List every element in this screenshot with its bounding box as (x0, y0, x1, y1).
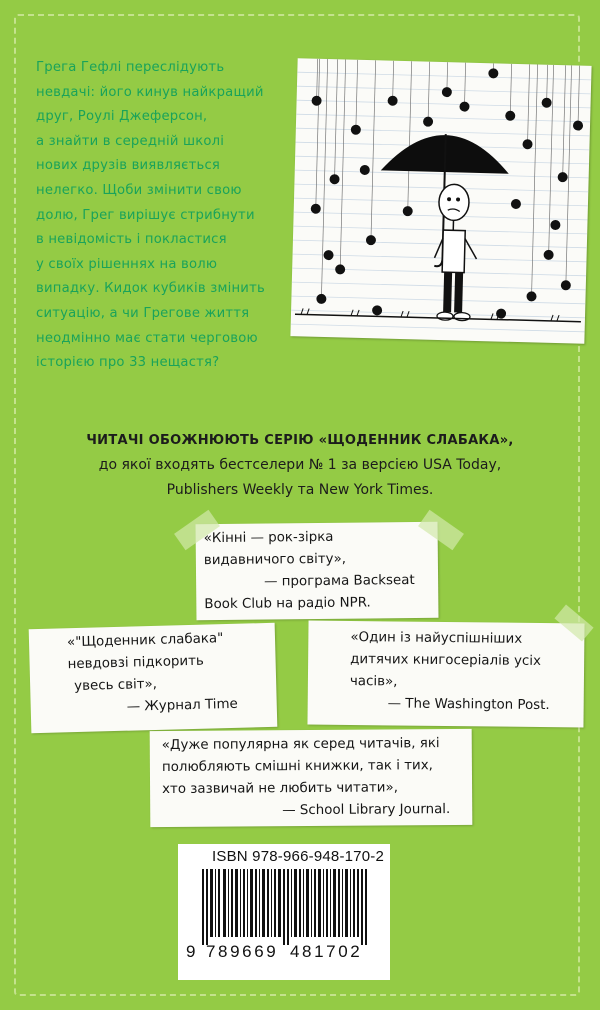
quote-line: дитячих книгосеріалів усіх (350, 651, 541, 669)
blurb-line: невдачі: його кинув найкращий (36, 84, 264, 100)
blurb-line: нових друзів виявляється (36, 158, 221, 174)
blurb-line: долю, Грег вирішує стрибнути (36, 207, 255, 223)
blurb-line: а знайти в середній школі (36, 133, 225, 149)
quote-line: хто зазвичай не любить читати», (162, 780, 398, 798)
barcode-right-group: 481702 (290, 942, 363, 961)
quote-line: Book Club на радіо NPR. (204, 595, 371, 613)
blurb-line: нелегко. Щоби змінити свою (36, 182, 242, 198)
barcode-bars (200, 869, 370, 945)
quote-line: полюбляють смішні книжки, так і тих, (161, 758, 433, 776)
quote-line: — Журнал Time (126, 696, 238, 715)
blurb-line: неодмінно має стати черговою (36, 330, 258, 346)
blurb-line: історією про 33 нещастя? (36, 355, 220, 371)
blurb-line: ситуацію, а чи Грегове життя (36, 305, 250, 321)
barcode-first-digit: 9 (186, 942, 199, 961)
blurb-line: друг, Роулі Джеферсон, (36, 109, 208, 125)
quote-line: увесь світ», (74, 676, 158, 695)
blurb-text (36, 56, 282, 376)
quote-line: невдовзі підкорить (67, 653, 205, 673)
quote-time (29, 623, 278, 733)
blurb-line: випадку. Кидок кубиків змінить (36, 281, 265, 297)
quote-line: «Дуже популярна як серед читачів, які (161, 736, 440, 754)
quote-npr (196, 522, 439, 621)
quote-washington-post (307, 621, 584, 728)
boy-with-umbrella-in-rain-illustration (290, 58, 591, 344)
blurb-line: у своїх рішеннях на волю (36, 256, 218, 272)
series-line-1: ЧИТАЧІ ОБОЖНЮЮТЬ СЕРІЮ «ЩОДЕННИК СЛАБАКА», (86, 433, 514, 448)
quote-line: часів», (349, 673, 398, 690)
series-line-3: Publishers Weekly та New York Times. (166, 482, 434, 498)
quote-line: — School Library Journal. (282, 802, 451, 819)
quote-school-library-journal (150, 729, 473, 827)
isbn-text: ISBN 978-966-948-170-2 (212, 848, 385, 865)
series-line-2: до якої входять бестселери № 1 за версією USA Today, (98, 457, 502, 473)
barcode-left-group: 789669 (206, 942, 279, 961)
blurb-line: в невідомість і покластися (36, 232, 227, 248)
quote-line: «Кінні — рок-зірка (203, 529, 334, 547)
quote-line: — The Washington Post. (387, 696, 550, 714)
series-announcement (20, 428, 580, 503)
quote-line: «"Щоденник слабака" (66, 631, 224, 651)
blurb-line: Грега Гефлі переслідують (36, 60, 225, 75)
quote-line: «Один із найуспішніших (350, 629, 523, 647)
quote-line: — програма Backseat (264, 572, 415, 590)
quote-line: видавничого світу», (203, 551, 347, 569)
